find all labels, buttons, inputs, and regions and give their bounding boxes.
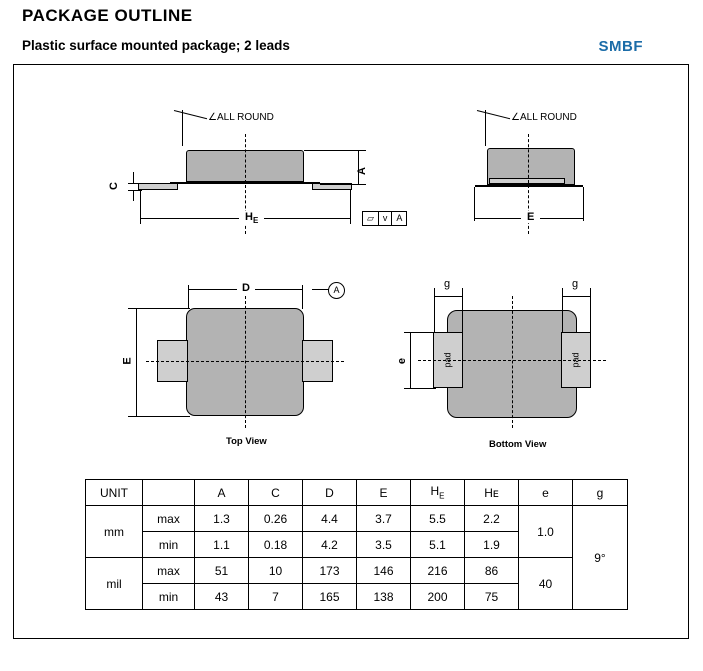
g-left-dim-line (434, 296, 462, 297)
top-view-centerline-h (146, 361, 344, 362)
th-c: C (249, 480, 303, 506)
dim-a-label: A (355, 167, 368, 175)
top-view-centerline-v (245, 296, 246, 428)
e-pitch-ext-lower (404, 388, 436, 389)
mil-max-he: 216 (411, 558, 465, 584)
dimension-table (85, 479, 628, 610)
mil-max-d: 173 (303, 558, 357, 584)
bottom-view-centerline-v (512, 296, 513, 428)
mm-max-d: 4.4 (303, 506, 357, 532)
lead-left (138, 183, 178, 190)
all-round-label-right: ∠ALL ROUND (511, 112, 577, 123)
feature-control-frame (362, 211, 407, 226)
dim-e-side-label: E (521, 211, 540, 223)
gdt-datum: A (396, 213, 403, 223)
page-subtitle: Plastic surface mounted package; 2 leads (22, 38, 290, 53)
bottom-view-centerline-h (418, 360, 606, 361)
table-row (86, 558, 628, 584)
body-base-line-right (475, 185, 583, 187)
lead-bottom-right (489, 178, 565, 184)
c-arrow-upper (133, 172, 134, 183)
mil-max-epitch: 86 (465, 558, 519, 584)
angle-value: 9° (573, 506, 628, 610)
th-e-pitch: Hᴇ (465, 480, 519, 506)
e-pitch-dim-line (410, 332, 411, 388)
mm-min-a: 1.1 (195, 532, 249, 558)
mil-min-epitch: 75 (465, 584, 519, 610)
part-name: SMBF (598, 38, 643, 55)
g-right-dim-line (562, 296, 590, 297)
mil-min-c: 7 (249, 584, 303, 610)
c-arrow-lower (133, 190, 134, 201)
g-left-ext-a (434, 288, 435, 332)
g-left-ext-b (462, 288, 463, 332)
dim-g-right-label: g (572, 278, 579, 290)
dim-e-pitch-label: e (396, 355, 408, 367)
mil-min-e: 138 (357, 584, 411, 610)
unit-mm: mm (86, 506, 143, 558)
leader-line-vertical-right (485, 110, 486, 146)
g-right-ext-a (562, 288, 563, 332)
page-title: PACKAGE OUTLINE (22, 6, 193, 25)
bottom-view-label: Bottom View (489, 439, 547, 450)
mil-min-label: min (143, 584, 195, 610)
mm-min-d: 4.2 (303, 532, 357, 558)
dim-g-left-label: g (444, 278, 451, 290)
dim-d-label: D (237, 282, 255, 294)
mil-max-e: 146 (357, 558, 411, 584)
e-top-ext-upper (128, 308, 190, 309)
th-e: E (357, 480, 411, 506)
mm-max-e: 3.7 (357, 506, 411, 532)
e-ext-right (583, 187, 584, 221)
mm-max-epitch: 2.2 (465, 506, 519, 532)
dim-he-label: $H_E$ (239, 211, 264, 225)
mm-min-label: min (143, 532, 195, 558)
he-ext-right (350, 190, 351, 224)
leader-line-vertical (182, 110, 183, 146)
gdt-symbol: ▱ (363, 212, 379, 225)
pad-right-label: pad (570, 352, 581, 368)
mm-max-label: max (143, 506, 195, 532)
mm-min-he: 5.1 (411, 532, 465, 558)
dim-e-top-label: E (122, 353, 134, 368)
mil-min-a: 43 (195, 584, 249, 610)
pad-left-label: pad (442, 352, 453, 368)
mm-min-e: 3.5 (357, 532, 411, 558)
th-g: e (519, 480, 573, 506)
gdt-tolerance: v (379, 212, 393, 225)
th-blank (143, 480, 195, 506)
mil-max-a: 51 (195, 558, 249, 584)
datum-a-circle: A (328, 282, 345, 299)
g-right-ext-b (590, 288, 591, 332)
c-ext-top (128, 183, 142, 184)
mil-min-d: 165 (303, 584, 357, 610)
table-row (86, 506, 628, 532)
e-top-dim-line (136, 308, 137, 416)
th-a: A (195, 480, 249, 506)
all-round-label-left: ∠ALL ROUND (208, 112, 274, 123)
th-d: D (303, 480, 357, 506)
dim-c-label: C (107, 182, 120, 190)
mil-max-c: 10 (249, 558, 303, 584)
mil-g: 40 (519, 558, 573, 610)
mm-max-he: 5.5 (411, 506, 465, 532)
th-angle: g (573, 480, 628, 506)
mil-min-he: 200 (411, 584, 465, 610)
d-ext-right (302, 285, 303, 309)
mm-g: 1.0 (519, 506, 573, 558)
th-he: $H_E$ (411, 480, 465, 506)
mm-max-a: 1.3 (195, 506, 249, 532)
table-header-row (86, 480, 628, 506)
th-unit: UNIT (86, 480, 143, 506)
a-ext-bottom (320, 184, 366, 185)
top-view-label: Top View (226, 436, 267, 447)
a-ext-top (304, 150, 366, 151)
e-top-ext-lower (128, 416, 190, 417)
e-ext-left (474, 187, 475, 221)
mm-max-c: 0.26 (249, 506, 303, 532)
mm-min-epitch: 1.9 (465, 532, 519, 558)
mm-min-c: 0.18 (249, 532, 303, 558)
e-pitch-ext-upper (404, 332, 436, 333)
unit-mil: mil (86, 558, 143, 610)
mil-max-label: max (143, 558, 195, 584)
